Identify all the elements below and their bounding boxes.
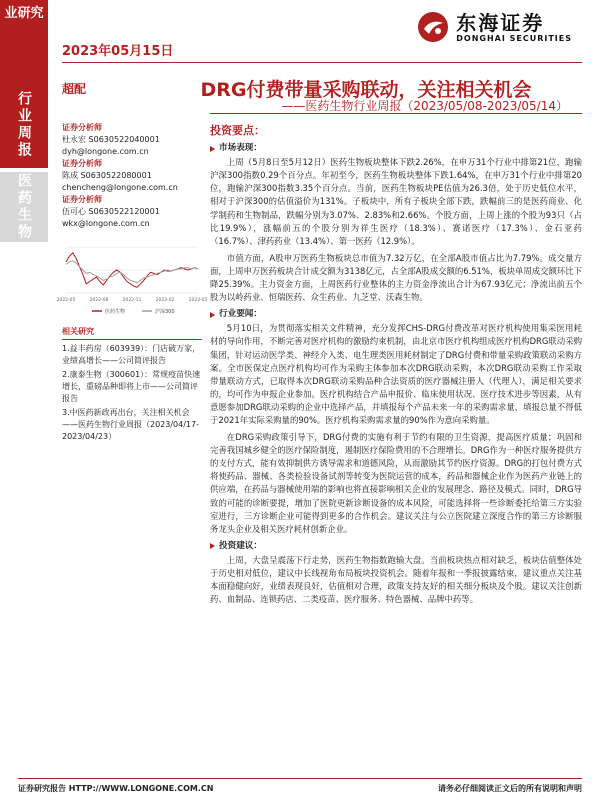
header-divider	[62, 62, 582, 63]
bullet-arrow-icon	[210, 312, 215, 318]
related-item[interactable]: 3.中医药新政再出台，关注相关机会——医药生物行业周报（2023/04/17-2023/04/23）	[62, 408, 199, 441]
chart-legend-label: 沪深300	[155, 309, 175, 315]
analyst-email[interactable]: dyh@longone.com.cn	[62, 147, 149, 156]
chart-series-line	[66, 261, 198, 283]
main-content	[210, 124, 582, 610]
chart-x-tick-label: 2023-05	[188, 298, 208, 303]
analyst-email[interactable]: wkx@longone.com.cn	[62, 219, 150, 228]
logo-en-text: DONGHAI SECURITIES	[456, 33, 572, 43]
analyst-name: 陈成 S0630522080001	[62, 171, 152, 180]
analyst-entry	[62, 122, 202, 158]
paragraph: 上周，大盘呈震荡下行走势，医药生物指数跑输大盘。当前板块热点相对缺乏，板块估值整体处于历史相对低位，建议中长线视角布局板块投资机会。随着年报和一季报披露结束，建议重点关注基本面稳健向好，业绩表现良好，估值相对合理，政策支持友好的相关细分板块及个股。建议关注创新药、血制品、连锁药店、二类疫苗、医疗服务、特色器械、品牌中药等。	[210, 554, 582, 605]
header-strip-text: 业研究	[4, 6, 44, 21]
rating-badge: 超配	[62, 82, 87, 96]
bullet-arrow-icon	[210, 146, 215, 152]
chart-x-tick-label: 2023-02	[155, 298, 175, 303]
chart-x-tick-label: 2022-08	[89, 298, 109, 303]
chart-x-tick-label: 2022-11	[122, 298, 142, 303]
paragraph: 市值方面，A股申万医药生物板块总市值为7.32万亿，在全部A股市值占比为7.79%。成交量方面，上周申万医药板块合计成交额为3138亿元，占全部A股成交额的6.51%，板块单周成交额环比下降25.39%。主力资金方面，上周医药行业整体的主力资金净流出合计为67.93亿元；净流出前五个股为以岭药业、恒瑞医药、众生药业、九芝堂、沃森生物。	[210, 252, 582, 303]
side-label-industry: 医药生物	[0, 172, 48, 242]
bullet-label: 投资建议：	[219, 540, 262, 551]
logo-icon	[416, 10, 450, 44]
report-title: DRG付费带量采购联动，关注相关机会	[200, 79, 532, 101]
analyst-name: 杜永宏 S0630522040001	[62, 135, 160, 144]
related-research	[62, 326, 202, 445]
report-subtitle: ——医药生物行业周报（2023/05/08-2023/05/14）	[281, 99, 568, 113]
analyst-list	[62, 122, 202, 230]
section-title: 投资要点：	[210, 124, 265, 137]
related-item[interactable]: 1.益丰药房（603939）：门店破万家，业绩高增长——公司简评报告	[62, 344, 201, 365]
chart-x-tick-label: 2022-05	[56, 298, 76, 303]
report-date: 2023年05月15日	[62, 44, 174, 59]
title-divider	[210, 113, 582, 114]
paragraph: 在DRG采购政策引导下，DRG付费的实施有利于节约有限的卫生资源，提高医疗质量；巩固和完善我国城乡健全的医疗保险制度，遏制医疗保险费用的不合理增长。DRG作为一种医疗服务提供方的支付方式，能有效抑制供方诱导需求和道德风险，从而激励其节约医疗资源。DRG的打包付费方式将使药品、器械、各类检验设备试剂等转变为医院运营的成本，药品和器械企业作为医药产业链上的供应端，在药品与器械使用端的影响也将直接影响相关企业的发展理念、路径及模式。同时，DRG导致的可能的诊断要提，增加了医院更新诊断设备的成本风险，可能选择将一些诊断委托给第三方实验室进行，三方诊断企业可能得到更多的合作机会。建议关注与公立医院建立深度合作的第三方诊断服务龙头企业及相关医疗耗材创新企业。	[210, 432, 582, 534]
bullet-news	[210, 308, 582, 321]
bullet-label: 市场表现：	[219, 143, 262, 154]
paragraph: 5月10日，为贯彻落实相关文件精神，充分发挥CHS-DRG付费改革对医疗机构使用集采医用耗材的导向作用，不断完善对医疗机构的激励约束机制，由北京市医疗机构组成医疗机构DRG联动采购集团，针对运动医学类、神经介入类、电生理类医用耗材制定了DRG付费和带量采购政策联动采购方案。全市医保定点医疗机构均可作为采购主体参加本次DRG联动采购，本次DRG联动采购工作采取带量联动方式，已取得本次DRG联动采购品种合法资质的医疗器械注册人（代理人），满足相关要求的，均可作为申报企业参加。医疗机构结合产品申报价、临床使用状况、医疗技术进步等因素，从有意愿参加DRG联动采购的企业中选择产品，并填报每个产品未来一年的采购需求量，填报总量不得低于2021年实际采购量的90%。医疗机构采购需求量的90%作为意向采购量。	[210, 323, 582, 425]
footer-divider	[18, 778, 582, 779]
performance-chart	[56, 243, 208, 319]
bullet-label: 行业要闻：	[219, 309, 262, 320]
analyst-email[interactable]: chencheng@longone.com.cn	[62, 183, 178, 192]
related-item[interactable]: 2.康泰生物（300601）：常规疫苗快速增长，重磅品种即将上市——公司简评报告	[62, 370, 201, 403]
company-logo	[416, 10, 572, 44]
paragraph: 上周（5月8日至5月12日）医药生物板块整体下跌2.26%，在申万31个行业中排第21位，跑输沪深300指数0.29个百分点。年初至今，医药生物板块整体下跌1.64%，在申万31个行业中排第20位，跑输沪深300指数3.35个百分点。当前，医药生物板块PE估值为26.3倍，处于历史低位水平，相对于沪深300的估值溢价为131%。子板块中，所有子板块全部下跌，跌幅前三的是医药商业、化学制药和生物制品，跌幅分别为3.07%、2.83%和2.66%。个股方面，上周上涨的个股为93只（占比19.9%），涨幅前五的个股分别为祥生医疗（18.3%）、赛诺医疗（17.3%）、金石亚药（16.7%）、津药药业（13.4%）、第一医药（12.9%）。	[210, 157, 582, 246]
related-title: 相关研究	[62, 326, 202, 340]
bullet-advice	[210, 540, 582, 553]
footer-left[interactable]: 证券研究报告 HTTP://WWW.LONGONE.COM.CN	[18, 784, 214, 793]
analyst-role: 证券分析师	[62, 195, 102, 204]
bullet-market	[210, 142, 582, 155]
side-label-weekly: 行业周报	[0, 82, 48, 168]
analyst-name: 伍可心 S0630522120001	[62, 207, 160, 216]
analyst-role: 证券分析师	[62, 159, 102, 168]
analyst-entry	[62, 194, 202, 230]
analyst-role: 证券分析师	[62, 123, 102, 132]
bullet-arrow-icon	[210, 543, 215, 549]
logo-cn-text: 东海证券	[456, 10, 545, 35]
footer-right: 请务必仔细阅读正文后的所有说明和声明	[438, 784, 582, 793]
analyst-entry	[62, 158, 202, 194]
chart-legend-label: 医药生物	[105, 309, 126, 315]
